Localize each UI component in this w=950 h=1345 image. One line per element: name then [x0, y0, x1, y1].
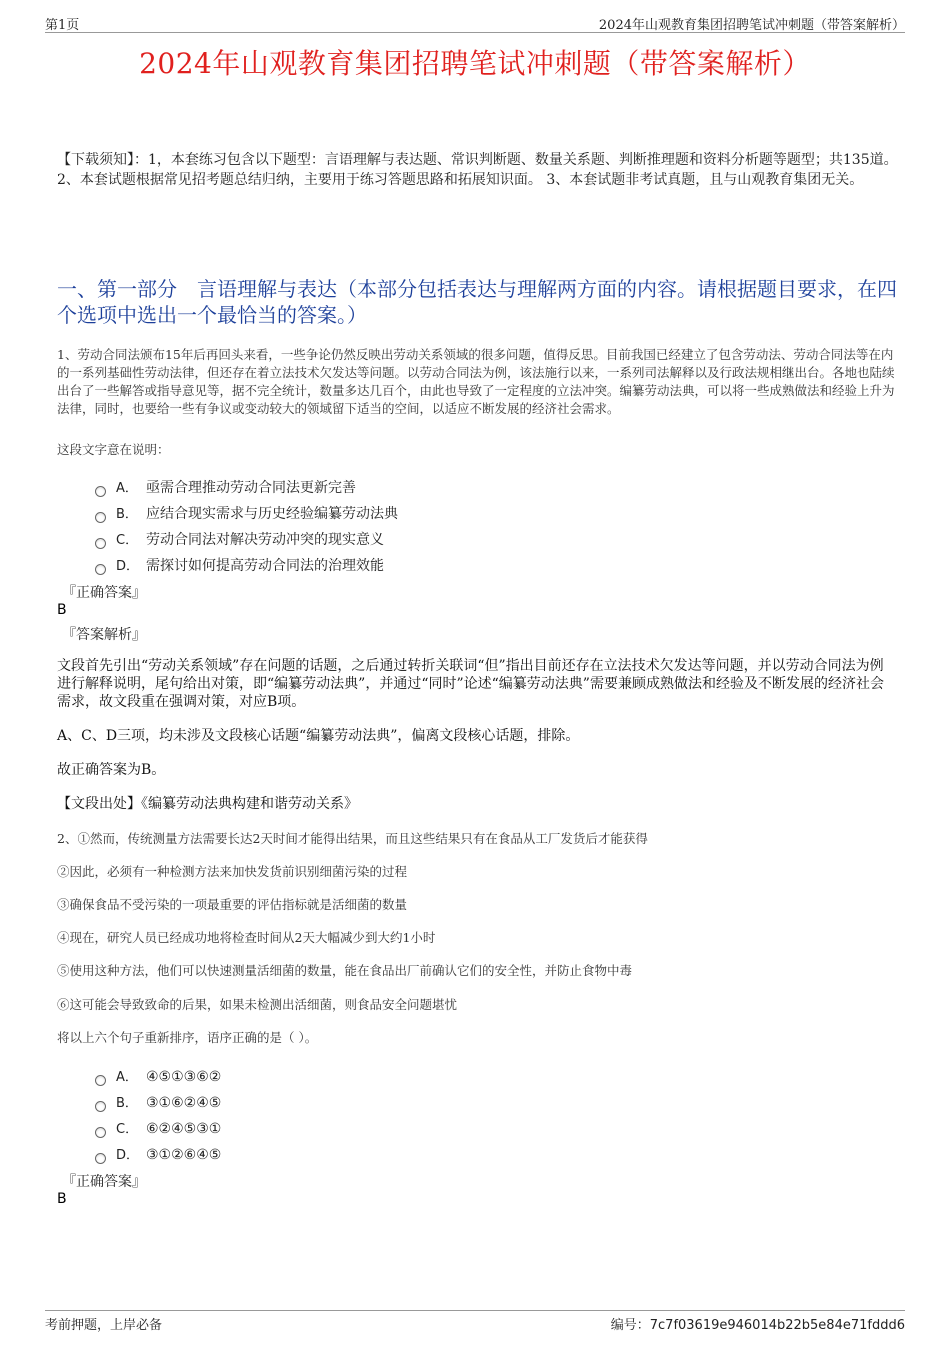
- q1-source: 【文段出处】《编纂劳动法典构建和谐劳动关系》: [57, 796, 358, 812]
- q1-analysis-para-3: 故正确答案为B。: [57, 762, 166, 778]
- q1-option-a[interactable]: A． 亟需合理推动劳动合同法更新完善: [95, 477, 356, 497]
- radio-icon[interactable]: [95, 564, 106, 575]
- q1-option-d[interactable]: D． 需探讨如何提高劳动合同法的治理效能: [95, 555, 384, 575]
- q1-analysis-para-2: A、C、D三项，均未涉及文段核心话题“编纂劳动法典”，偏离文段核心话题，排除。: [57, 728, 580, 744]
- radio-icon[interactable]: [95, 486, 106, 497]
- question-1-text: 1、劳动合同法颁布15年后再回头来看，一些争论仍然反映出劳动关系领域的很多问题，值得反思。目前我国已经建立了包含劳动法、劳动合同法等在内的一系列基础性劳动法律，但还存在着立法技术欠发达等问题。以劳动合同法为例，该法施行以来，一系列司法解释以及行政法规相继出台。各地也陆续出台了一些解答或指导意见等，据不完全统计，数量多达几百个，由此也导致了一定程度的立法冲突。编纂劳动法典，可以将一些成熟做法和经验上升为法律，同时，也要给一些有争议或变动较大的领域留下适当的空间，以适应不断发展的经济社会需求。: [57, 347, 895, 416]
- download-notice: 【下载须知】：1，本套练习包含以下题型：言语理解与表达题、常识判断题、数量关系题、判断推理题和资料分析题等题型；共135道。 2、本套试题根据常见招考题总结归纳，主要用于练习答题思路和拓展知识面。 3、本套试题非考试真题，且与山观教育集团无关。: [57, 152, 898, 188]
- q2-sentence-2: ②因此，必须有一种检测方法来加快发货前识别细菌污染的过程: [57, 864, 408, 879]
- q2-sentence-1: 2、①然而，传统测量方法需要长达2天时间才能得出结果，而且这些结果只有在食品从工厂发货后才能获得: [57, 831, 648, 846]
- radio-icon[interactable]: [95, 1075, 106, 1086]
- q2-sentence-3: ③确保食品不受污染的一项最重要的评估指标就是活细菌的数量: [57, 897, 408, 912]
- q1-option-c[interactable]: C． 劳动合同法对解决劳动冲突的现实意义: [95, 529, 384, 549]
- q1-analysis-para-1: 文段首先引出“劳动关系领域”存在问题的话题，之后通过转折关联词“但”指出目前还存在立法技术欠发达等问题，并以劳动合同法为例进行解释说明，尾句给出对策，即“编纂劳动法典”，并通过“同时”论述“编纂劳动法典”需要兼顾成熟做法和经验及不断发展的经济社会需求，故文段重在强调对策，对应B项。: [57, 658, 884, 710]
- q2-answer-label: 『正确答案』: [62, 1174, 146, 1190]
- footer-slogan: 考前押题，上岸必备: [45, 1318, 163, 1333]
- q1-analysis-label: 『答案解析』: [62, 627, 146, 643]
- q2-option-a[interactable]: A． ④⑤①③⑥②: [95, 1066, 221, 1086]
- q2-sentence-5: ⑤使用这种方法，他们可以快速测量活细菌的数量，能在食品出厂前确认它们的安全性，并防止食物中毒: [57, 963, 633, 978]
- radio-icon[interactable]: [95, 1101, 106, 1112]
- question-1-prompt: 这段文字意在说明：: [57, 442, 170, 457]
- q1-answer-label: 『正确答案』: [62, 585, 146, 601]
- radio-icon[interactable]: [95, 1153, 106, 1164]
- q2-sentence-4: ④现在，研究人员已经成功地将检查时间从2天大幅减少到大约1小时: [57, 930, 436, 945]
- document-title: 2024年山观教育集团招聘笔试冲刺题（带答案解析）: [139, 47, 811, 80]
- page-footer: [45, 1310, 905, 1331]
- q1-answer: B: [57, 602, 67, 618]
- q1-option-b[interactable]: B． 应结合现实需求与历史经验编纂劳动法典: [95, 503, 398, 523]
- page-header: [45, 14, 905, 33]
- q2-prompt: 将以上六个句子重新排序，语序正确的是（ ）。: [57, 1030, 318, 1045]
- q2-option-c[interactable]: C． ⑥②④⑤③①: [95, 1118, 221, 1138]
- section-heading: 一、第一部分 言语理解与表达（本部分包括表达与理解两方面的内容。请根据题目要求，在四个选项中选出一个最恰当的答案。）: [57, 277, 897, 327]
- q2-option-b[interactable]: B． ③①⑥②④⑤: [95, 1092, 221, 1112]
- footer-code: 编号：7c7f03619e946014b22b5e84e71fddd6: [610, 1318, 905, 1333]
- radio-icon[interactable]: [95, 538, 106, 549]
- radio-icon[interactable]: [95, 1127, 106, 1138]
- header-doc-title: 2024年山观教育集团招聘笔试冲刺题（带答案解析）: [598, 18, 905, 33]
- q2-option-d[interactable]: D． ③①②⑥④⑤: [95, 1144, 221, 1164]
- page-number: 第1页: [45, 18, 80, 33]
- radio-icon[interactable]: [95, 512, 106, 523]
- q2-sentence-6: ⑥这可能会导致致命的后果，如果未检测出活细菌，则食品安全问题堪忧: [57, 997, 458, 1012]
- q2-answer: B: [57, 1191, 67, 1207]
